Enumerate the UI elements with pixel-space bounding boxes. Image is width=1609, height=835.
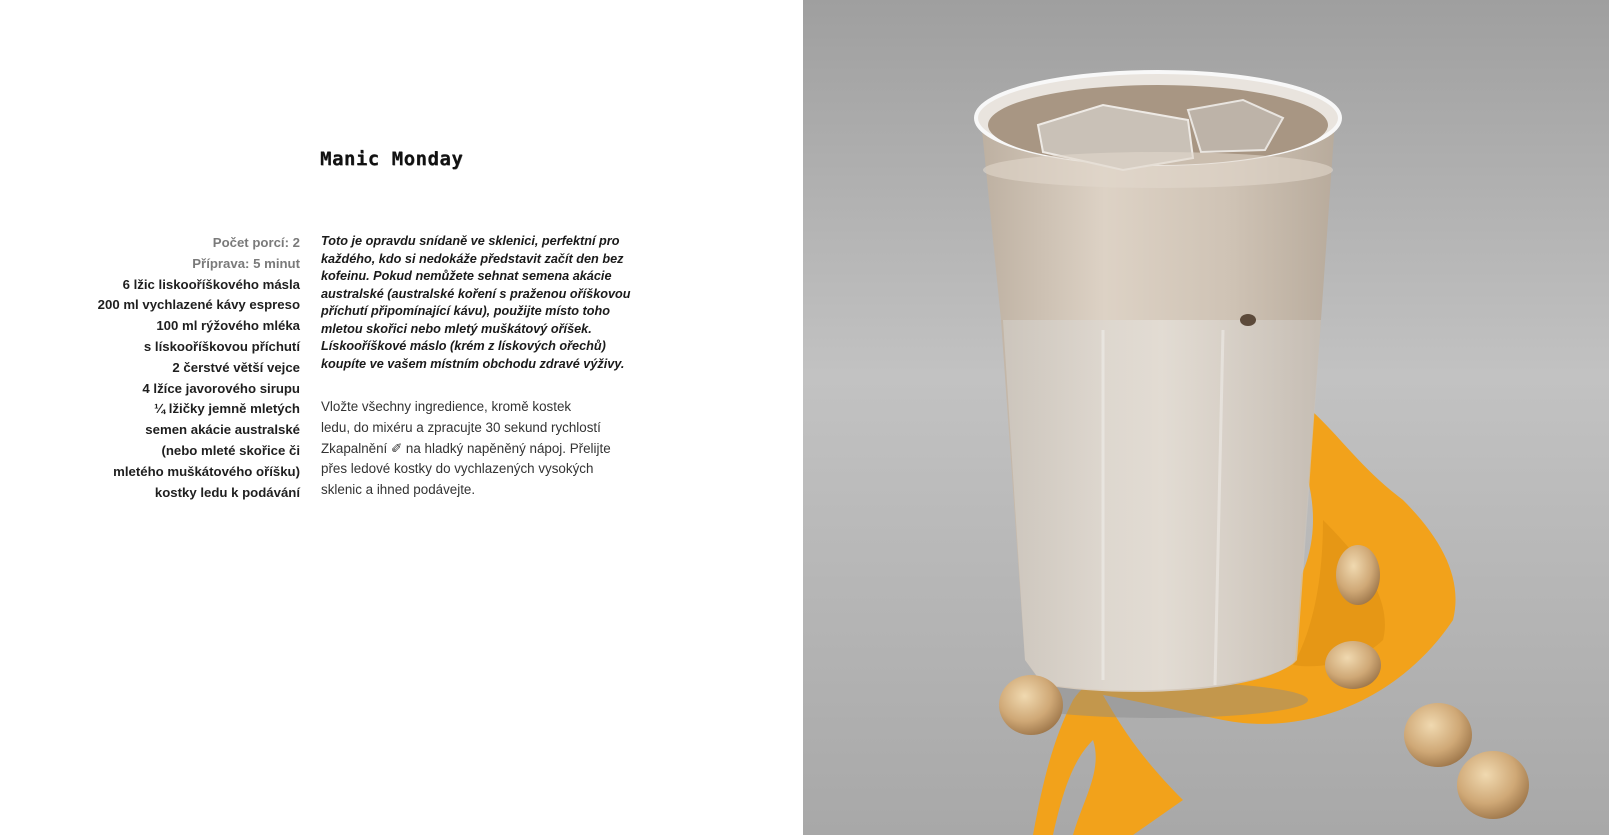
ingredient-item: semen akácie australské <box>145 422 300 438</box>
ingredients-list <box>40 233 300 503</box>
recipe-method <box>321 397 651 501</box>
intro-line: koupíte ve vašem místním obchodu zdravé výživy. <box>321 356 625 371</box>
drink-photo <box>803 0 1609 835</box>
hazelnut <box>1457 751 1529 819</box>
foam-line <box>983 152 1333 188</box>
ingredient-item: 4 lžíce javorového sirupu <box>142 380 300 396</box>
intro-line: každého, kdo si nedokáže představit začít den bez <box>321 251 624 266</box>
intro-line: Toto je opravdu snídaně ve sklenici, perfektní pro <box>321 234 620 248</box>
recipe-title: Manic Monday <box>320 148 464 170</box>
drink-illustration <box>803 0 1609 835</box>
intro-line: kofeinu. Pokud nemůžete sehnat semena akácie <box>321 269 612 283</box>
hazelnut <box>1325 641 1381 689</box>
intro-line: mletou skořici nebo mletý muškátový oříšek. <box>321 321 592 336</box>
ingredient-item: 2 čerstvé větší vejce <box>172 359 300 375</box>
method-line: ledu, do mixéru a zpracujte 30 sekund rychlostí <box>321 419 601 435</box>
method-line: Zkapalnění ✐ na hladký napěněný nápoj. Přelijte <box>321 440 611 456</box>
ingredient-item: (nebo mleté skořice či <box>161 442 300 458</box>
ingredient-item: s lískooříškovou příchutí <box>143 338 300 354</box>
prep-time: Příprava: 5 minut <box>192 255 300 271</box>
ingredient-item: 100 ml rýžového mléka <box>156 318 300 334</box>
method-line: sklenic a ihned podávejte. <box>321 482 476 498</box>
method-line: Vložte všechny ingredience, kromě kostek <box>321 399 572 414</box>
intro-line: příchutí připomínající kávu), použijte místo toho <box>321 304 611 318</box>
method-line: přes ledové kostky do vychlazených vysokých <box>321 461 594 477</box>
intro-line: Lískooříškové máslo (krém z lískových ořechů) <box>321 339 606 353</box>
glass-lower-panels <box>1003 320 1321 690</box>
ingredient-item: ¼ lžičky jemně mletých <box>154 401 300 417</box>
ingredient-item: mletého muškátového oříšku) <box>113 463 300 479</box>
servings: Počet porcí: 2 <box>212 235 300 250</box>
ingredient-item: 200 ml vychlazené kávy espreso <box>97 297 300 313</box>
ingredient-item: kostky ledu k podávání <box>154 484 300 500</box>
hazelnut <box>1404 703 1472 767</box>
recipe-intro <box>321 233 651 373</box>
hazelnut <box>1336 545 1380 605</box>
recipe-page <box>0 0 803 835</box>
ingredient-item: 6 lžic liskooříškového másla <box>122 276 300 292</box>
espresso-drop <box>1240 314 1256 326</box>
intro-line: australské (australské koření s praženou oříškovou <box>321 286 631 301</box>
hazelnut <box>999 675 1063 735</box>
